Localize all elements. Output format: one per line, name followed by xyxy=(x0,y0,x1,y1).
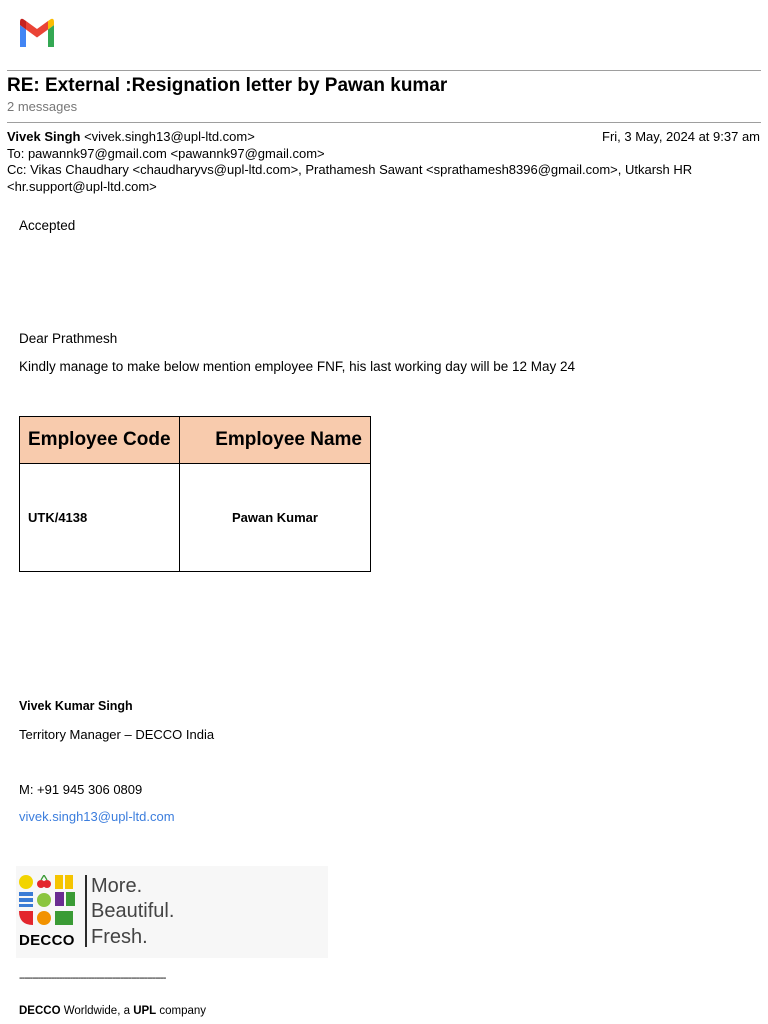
email-subject: RE: External :Resignation letter by Pawan kumar xyxy=(7,75,448,96)
banner-divider xyxy=(85,875,87,947)
employee-name-cell: Pawan Kumar xyxy=(180,464,371,572)
cc-line: Cc: Vikas Chaudhary <chaudharyvs@upl-ltd.com>, Prathamesh Sawant <sprathamesh8396@gmail.com>, Utkarsh HR xyxy=(7,162,693,177)
email-date: Fri, 3 May, 2024 at 9:37 am xyxy=(602,129,760,144)
signature-name: Vivek Kumar Singh xyxy=(19,699,133,713)
sender-name[interactable]: Vivek Singh xyxy=(7,129,81,144)
decco-brand: DECCO xyxy=(19,932,75,949)
header-divider xyxy=(7,70,761,71)
sender-email[interactable]: <vivek.singh13@upl-ltd.com> xyxy=(84,129,255,144)
greeting-text: Dear Prathmesh xyxy=(19,331,118,346)
employee-table xyxy=(19,416,371,572)
sender-line xyxy=(7,129,255,145)
footer-end: company xyxy=(156,1005,207,1017)
table-row xyxy=(20,464,371,572)
employee-code-cell: UTK/4138 xyxy=(20,464,180,572)
tagline-beautiful: Beautiful. xyxy=(91,900,175,922)
decco-banner xyxy=(16,866,328,958)
footer-company: UPL xyxy=(133,1005,157,1017)
header-employee-name: Employee Name xyxy=(180,417,371,464)
header-employee-code: Employee Code xyxy=(20,417,180,464)
footer-brand: DECCO xyxy=(19,1005,61,1017)
signature-email-link[interactable]: vivek.singh13@upl-ltd.com xyxy=(19,809,175,824)
message-text: Kindly manage to make below mention employee FNF, his last working day will be 12 May 24 xyxy=(19,359,576,374)
cc-line-continued: <hr.support@upl-ltd.com> xyxy=(7,179,157,194)
tagline-more: More. xyxy=(91,875,143,897)
accepted-text: Accepted xyxy=(19,218,76,233)
signature-title: Territory Manager – DECCO India xyxy=(19,727,215,742)
signature-phone: M: +91 945 306 0809 xyxy=(19,782,143,797)
fruit-tiles-icon xyxy=(19,875,81,935)
footer-divider: ------------------------------------------------------- xyxy=(19,972,166,984)
thread-divider xyxy=(7,122,761,123)
tagline-fresh: Fresh. xyxy=(91,926,148,948)
table-header-row xyxy=(20,417,371,464)
footer-text xyxy=(19,1005,206,1017)
to-line: To: pawannk97@gmail.com <pawannk97@gmail.com> xyxy=(7,146,325,161)
footer-mid: Worldwide, a xyxy=(60,1005,134,1017)
gmail-logo-icon xyxy=(17,18,57,48)
message-count: 2 messages xyxy=(7,99,78,114)
